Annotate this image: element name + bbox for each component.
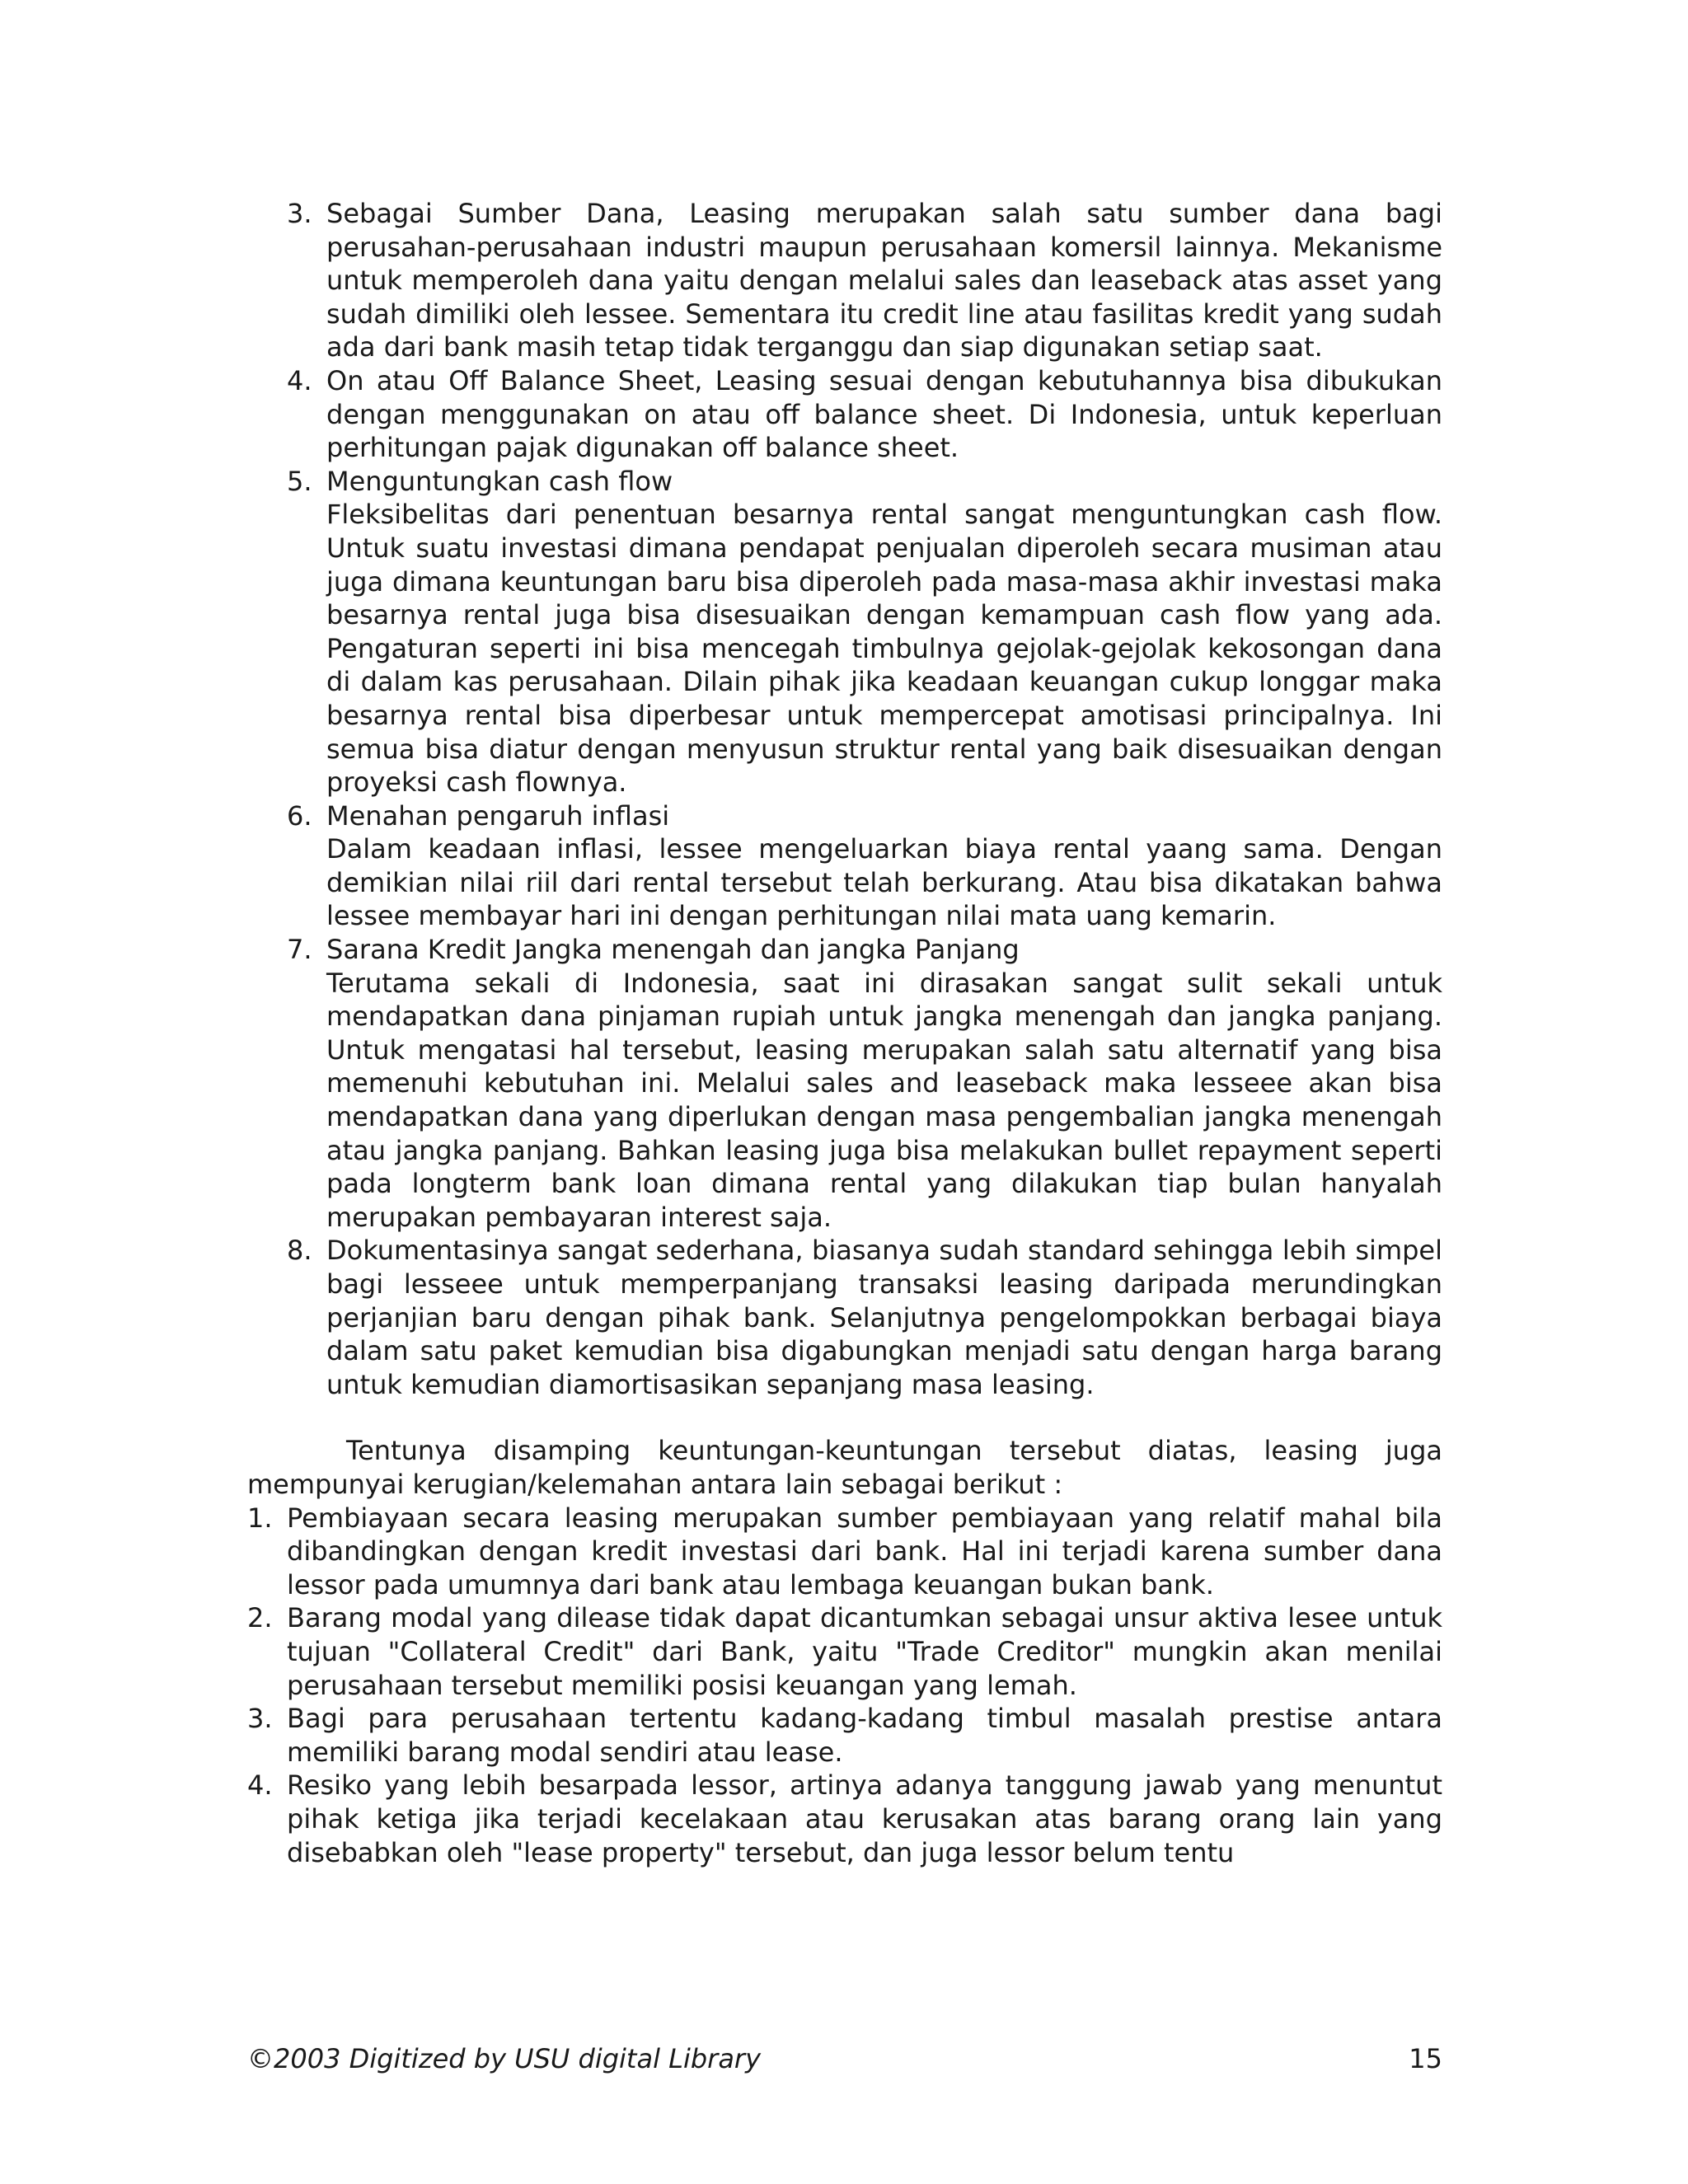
page-number: 15: [1409, 2043, 1442, 2074]
list-item-text: Sebagai Sumber Dana, Leasing merupakan salah satu sumber dana bagi perusahan-perusahaan industri maupun perusahaan komersil lainnya. Mekanisme untuk memperoleh dana yaitu dengan melalui sales dan leaseback atas asset yang sudah dimiliki oleh lessee. Sementara itu credit line atau fasilitas kredit yang sudah ada dari bank masih tetap tidak terganggu dan siap digunakan setiap saat.: [326, 198, 1442, 363]
footer-library-credit: ©2003 Digitized by USU digital Library: [247, 2043, 762, 2074]
list-item-text: Pembiayaan secara leasing merupakan sumber pembiayaan yang relatif mahal bila dibandingkan dengan kredit investasi dari bank. Hal ini terjadi karena sumber dana lessor pada umumnya dari bank atau lembaga keuangan bukan bank.: [287, 1502, 1442, 1601]
list-item: [287, 197, 1442, 364]
list-number: 3.: [247, 1703, 273, 1735]
list-item: [247, 1601, 1442, 1702]
list-number: 8.: [287, 1235, 312, 1267]
list-item: [287, 933, 1442, 1234]
list-item: [287, 1234, 1442, 1401]
page-footer: [247, 2042, 1442, 2075]
list-item-text: Resiko yang lebih besarpada lessor, artinya adanya tanggung jawab yang menuntut pihak ketiga jika terjadi kecelakaan atau kerusakan atas barang orang lain yang disebabkan oleh "lease property" tersebut, dan juga lessor belum tentu: [287, 1769, 1442, 1868]
list-number: 1.: [247, 1502, 273, 1534]
list-item-text: Fleksibelitas dari penentuan besarnya rental sangat menguntungkan cash flow. Untuk suatu investasi dimana pendapat penjualan diperoleh secara musiman atau juga dimana keuntungan baru bisa diperoleh pada masa-masa akhir investasi maka besarnya rental juga bisa disesuaikan dengan kemampuan cash flow yang ada. Pengaturan seperti ini bisa mencegah timbulnya gejolak-gejolak kekosongan dana di dalam kas perusahaan. Dilain pihak jika keadaan keuangan cukup longgar maka besarnya rental bisa diperbesar untuk mempercepat amotisasi principalnya. Ini semua bisa diatur dengan menyusun struktur rental yang baik disesuaikan dengan proyeksi cash flownya.: [326, 499, 1442, 799]
list-item-heading: Sarana Kredit Jangka menengah dan jangka Panjang: [326, 934, 1020, 966]
intro-paragraph: Tentunya disamping keuntungan-keuntungan tersebut diatas, leasing juga mempunyai kerugian/kelemahan antara lain sebagai berikut :: [247, 1435, 1442, 1500]
advantages-list: [287, 197, 1442, 1401]
list-number: 4.: [287, 364, 312, 396]
list-item-text: On atau Off Balance Sheet, Leasing sesuai dengan kebutuhannya bisa dibukukan dengan menggunakan on atau off balance sheet. Di Indonesia, untuk keperluan perhitungan pajak digunakan off balance sheet.: [326, 364, 1442, 464]
list-number: 6.: [287, 799, 312, 832]
list-item-heading: Menahan pengaruh inflasi: [326, 799, 670, 832]
list-item: [247, 1702, 1442, 1769]
list-number: 3.: [287, 198, 312, 229]
list-item-text: Barang modal yang dilease tidak dapat dicantumkan sebagai unsur aktiva lesee untuk tujuan "Collateral Credit" dari Bank, yaitu "Trade Creditor" mungkin akan menilai perusahaan tersebut memiliki posisi keuangan yang lemah.: [287, 1602, 1442, 1701]
list-item-heading: Menguntungkan cash flow: [326, 465, 673, 497]
list-number: 2.: [247, 1602, 273, 1634]
disadvantages-list: [247, 1502, 1442, 1870]
page-content: [247, 197, 1442, 1869]
list-item: [287, 799, 1442, 933]
list-item-text: Bagi para perusahaan tertentu kadang-kadang timbul masalah prestise antara memiliki barang modal sendiri atau lease.: [287, 1703, 1442, 1768]
list-item-text: Dokumentasinya sangat sederhana, biasanya sudah standard sehingga lebih simpel bagi lesseee untuk memperpanjang transaksi leasing daripada merundingkan perjanjian baru dengan pihak bank. Selanjutnya pengelompokkan berbagai biaya dalam satu paket kemudian bisa digabungkan menjadi satu dengan harga barang untuk kemudian diamortisasikan sepanjang masa leasing.: [326, 1235, 1442, 1400]
list-item-text: Dalam keadaan inflasi, lessee mengeluarkan biaya rental yaang sama. Dengan demikian nilai riil dari rental tersebut telah berkurang. Atau bisa dikatakan bahwa lessee membayar hari ini dengan perhitungan nilai mata uang kemarin.: [326, 833, 1442, 932]
list-number: 4.: [247, 1769, 273, 1802]
list-item: [247, 1769, 1442, 1869]
list-item: [287, 364, 1442, 465]
list-item: [247, 1502, 1442, 1602]
list-item: [287, 465, 1442, 799]
list-number: 7.: [287, 934, 312, 966]
list-item-text: Terutama sekali di Indonesia, saat ini dirasakan sangat sulit sekali untuk mendapatkan dana pinjaman rupiah untuk jangka menengah dan jangka panjang. Untuk mengatasi hal tersebut, leasing merupakan salah satu alternatif yang bisa memenuhi kebutuhan ini. Melalui sales and leaseback maka lesseee akan bisa mendapatkan dana yang diperlukan dengan masa pengembalian jangka menengah atau jangka panjang. Bahkan leasing juga bisa melakukan bullet repayment seperti pada longterm bank loan dimana rental yang dilakukan tiap bulan hanyalah merupakan pembayaran interest saja.: [326, 967, 1442, 1233]
list-number: 5.: [287, 465, 312, 497]
